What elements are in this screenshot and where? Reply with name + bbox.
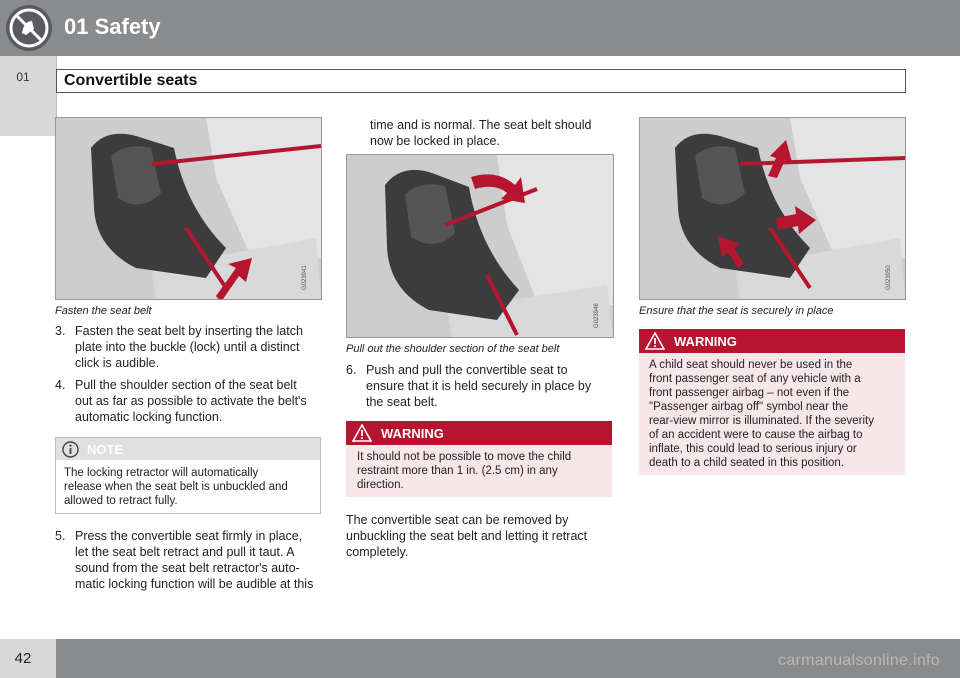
warning-text: A child seat should never be used in the front passenger seat of any vehicle with a front passenger airbag – not even if the "Passenger airbag off" symbol near the rear-view mirror is illuminated. If the severity of an accident were to cause the airbag to inflate, this could lead to serious injury or death to a child seated in this position. xyxy=(649,359,874,469)
step-5-continued: time and is normal. The seat belt should now be locked in place. xyxy=(370,118,592,148)
warning-label: WARNING xyxy=(674,334,737,349)
seat-illustration-1 xyxy=(56,118,321,299)
warning-label: WARNING xyxy=(381,426,444,441)
step-4: 4. Pull the shoulder section of the seat belt out as far as possible to activate the belt's automatic locking function. xyxy=(55,378,307,424)
warning-triangle-icon xyxy=(645,332,665,350)
chapter-title: 01 Safety xyxy=(64,14,161,39)
figure-caption: Fasten the seat belt xyxy=(55,305,152,317)
chapter-tab-label: 01 xyxy=(16,70,30,84)
removal-paragraph: The convertible seat can be removed by unbuckling the seat belt and letting it retract completely. xyxy=(346,513,588,559)
step-5: 5. Press the convertible seat firmly in place, let the seat belt retract and pull it taut. A sound from the seat belt retractor's auto- matic locking function will be audible at this xyxy=(55,529,314,591)
no-seat-safety-icon xyxy=(6,5,52,51)
watermark: carmanualsonline.info xyxy=(778,652,940,669)
warning-box xyxy=(639,329,905,475)
page-number: 42 xyxy=(14,650,32,667)
seat-illustration-3 xyxy=(640,118,905,299)
figure-code: G023941 xyxy=(302,265,308,290)
figure-fasten-seat-belt xyxy=(55,117,322,300)
section-title: Convertible seats xyxy=(64,72,198,89)
note-label: NOTE xyxy=(87,442,124,457)
step-6: 6. Push and pull the convertible seat to ensure that it is held securely in place by the seat belt. xyxy=(346,363,592,409)
figure-code: G023946 xyxy=(594,303,600,328)
figure-pull-shoulder-belt xyxy=(346,154,614,338)
figure-caption: Ensure that the seat is securely in place xyxy=(639,305,834,317)
warning-triangle-icon xyxy=(352,424,372,442)
seat-illustration-2 xyxy=(347,155,613,337)
info-icon xyxy=(62,441,79,458)
warning-box xyxy=(346,421,612,497)
note-box xyxy=(55,437,321,514)
warning-text: It should not be possible to move the child restraint more than 1 in. (2.5 cm) in any direction. xyxy=(357,451,572,491)
figure-caption: Pull out the shoulder section of the seat belt xyxy=(346,343,560,355)
chapter-side-tab xyxy=(0,56,57,136)
figure-code: G023950 xyxy=(886,265,892,290)
step-3: 3. Fasten the seat belt by inserting the latch plate into the buckle (lock) until a distinct click is audible. xyxy=(55,324,303,370)
note-text: The locking retractor will automatically release when the seat belt is unbuckled and allowed to retract fully. xyxy=(64,467,288,507)
figure-seat-secure xyxy=(639,117,906,300)
